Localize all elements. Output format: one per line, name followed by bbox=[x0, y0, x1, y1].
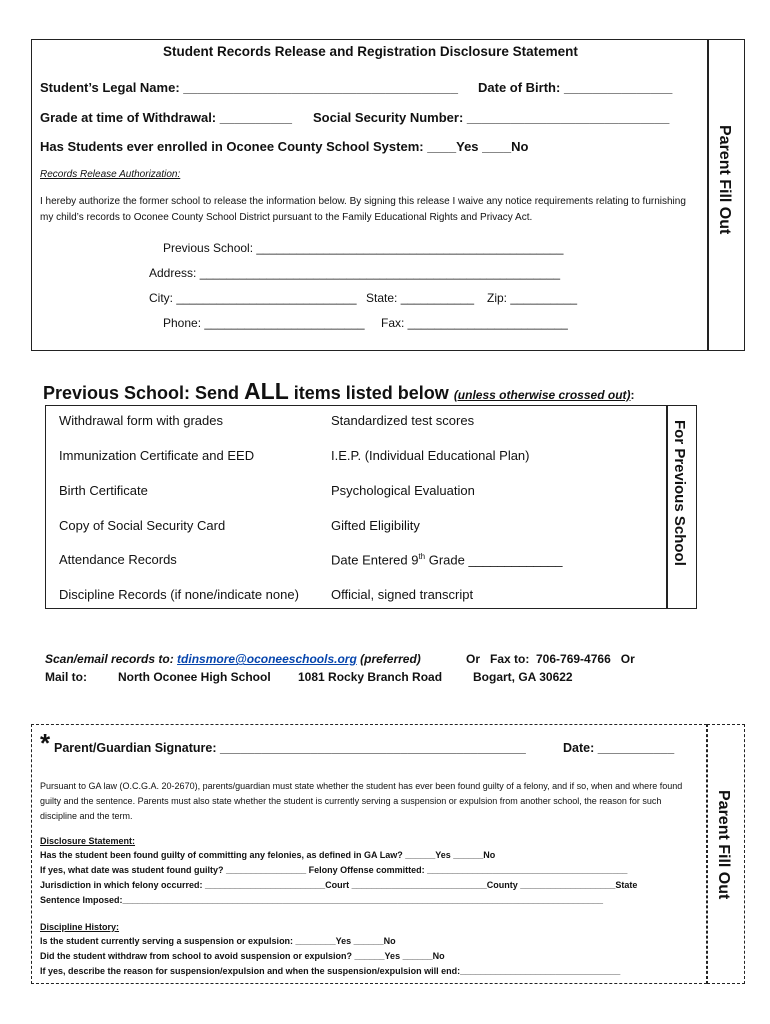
ninth-grade-text: Date Entered 9 bbox=[331, 552, 419, 568]
reason-field[interactable]: If yes, describe the reason for suspension/expulsion and when the suspension/expulsion will end:________________________________ bbox=[40, 966, 621, 976]
parent-fill-out-label: Parent Fill Out bbox=[716, 125, 733, 235]
disclosure-heading: Disclosure Statement: bbox=[40, 836, 136, 846]
sentence-field[interactable]: Sentence Imposed:________________________________________________________________________________________________ bbox=[40, 895, 604, 905]
heading-colon: : bbox=[630, 388, 635, 402]
ssn-field[interactable]: Social Security Number: ____________________________ bbox=[313, 110, 670, 125]
heading-note: (unless otherwise crossed out) bbox=[453, 388, 631, 402]
heading-all: ALL bbox=[244, 378, 289, 404]
asterisk: * bbox=[40, 728, 51, 758]
law-text: Pursuant to GA law (O.C.G.A. 20-2670), parents/guardian must state whether the student has ever been found guilty of a felony, and if so, when and where found guilty and the sentence. Parents must also state whether the student is currently serving a suspension or expulsion from another school, the reason for such discipline and the term. bbox=[40, 781, 683, 821]
previous-school-heading bbox=[43, 378, 635, 405]
jurisdiction-field[interactable]: Jurisdiction in which felony occurred: ________________________Court ___________________________County ___________________State bbox=[40, 880, 638, 890]
release-text: I hereby authorize the former school to release the information below. By signing this release I waive any notice requirements relating to furnishing my child’s records to Oconee County School District pursuant to the Family Educational Rights and Privacy Act. bbox=[40, 196, 686, 223]
phone-field[interactable]: Phone: ________________________ bbox=[163, 316, 365, 330]
item-iep: I.E.P. (Individual Educational Plan) bbox=[331, 448, 530, 463]
mail-city: Bogart, GA 30622 bbox=[473, 670, 573, 684]
item-transcript: Official, signed transcript bbox=[331, 587, 474, 602]
felony-question[interactable]: Has the student been found guilty of committing any felonies, as defined in GA Law? ______Yes ______No bbox=[40, 850, 496, 860]
form-title: Student Records Release and Registration Disclosure Statement bbox=[163, 44, 578, 59]
fax-field[interactable]: Fax: ________________________ bbox=[381, 316, 568, 330]
scan-label: Scan/email records to: bbox=[45, 652, 178, 666]
preferred-text: (preferred) bbox=[356, 652, 421, 666]
ninth-sup: th bbox=[418, 552, 426, 561]
mail-street: 1081 Rocky Branch Road bbox=[298, 670, 443, 684]
item-discipline: Discipline Records (if none/indicate none) bbox=[59, 587, 299, 602]
enrolled-field[interactable]: Has Students ever enrolled in Oconee County School System: ____Yes ____No bbox=[40, 139, 529, 154]
heading-part-a: Previous School: Send bbox=[43, 383, 245, 403]
release-heading: Records Release Authorization: bbox=[40, 169, 181, 180]
previous-school-field[interactable]: Previous School: ______________________________________________ bbox=[163, 241, 564, 255]
city-field[interactable]: City: ___________________________ bbox=[149, 291, 357, 305]
discipline-heading: Discipline History: bbox=[40, 922, 120, 932]
item-gifted: Gifted Eligibility bbox=[331, 518, 420, 533]
scan-line bbox=[45, 652, 421, 666]
item-withdrawal-form: Withdrawal form with grades bbox=[59, 413, 223, 428]
zip-field[interactable]: Zip: __________ bbox=[487, 291, 578, 305]
address-field[interactable]: Address: ______________________________________________________ bbox=[149, 266, 561, 280]
parent-fill-out-label-bottom: Parent Fill Out bbox=[715, 790, 732, 900]
item-attendance: Attendance Records bbox=[59, 552, 177, 567]
item-test-scores: Standardized test scores bbox=[331, 413, 475, 428]
items-box bbox=[45, 405, 667, 609]
item-ss-card: Copy of Social Security Card bbox=[59, 518, 226, 533]
heading-part-b: items listed below bbox=[288, 383, 454, 403]
email-link[interactable]: tdinsmore@oconeeschools.org bbox=[177, 652, 357, 666]
mail-label: Mail to: bbox=[45, 670, 87, 684]
item-psych-eval: Psychological Evaluation bbox=[331, 483, 475, 498]
withdraw-question[interactable]: Did the student withdraw from school to avoid suspension or expulsion? ______Yes ______No bbox=[40, 951, 445, 961]
ninth-suffix: Grade _____________ bbox=[425, 552, 563, 568]
item-ninth-grade[interactable] bbox=[331, 552, 562, 567]
for-previous-school-label: For Previous School bbox=[671, 420, 688, 566]
suspension-question[interactable]: Is the student currently serving a suspension or expulsion: ________Yes ______No bbox=[40, 936, 396, 946]
item-immunization: Immunization Certificate and EED bbox=[59, 448, 255, 463]
signature-field[interactable]: Parent/Guardian Signature: ____________________________________________ bbox=[54, 741, 526, 755]
signature-date-field[interactable]: Date: ___________ bbox=[563, 741, 675, 755]
item-birth-certificate: Birth Certificate bbox=[59, 483, 148, 498]
state-field[interactable]: State: ___________ bbox=[366, 291, 475, 305]
fax-line: Or Fax to: 706-769-4766 Or bbox=[466, 652, 635, 666]
grade-field[interactable]: Grade at time of Withdrawal: __________ bbox=[40, 110, 293, 125]
legal-name-field[interactable]: Student’s Legal Name: ______________________________________ bbox=[40, 80, 459, 95]
dob-field[interactable]: Date of Birth: _______________ bbox=[478, 80, 673, 95]
mail-school: North Oconee High School bbox=[118, 670, 271, 684]
felony-date-field[interactable]: If yes, what date was student found guilty? ________________ Felony Offense committed: ________________________________________ bbox=[40, 865, 628, 875]
